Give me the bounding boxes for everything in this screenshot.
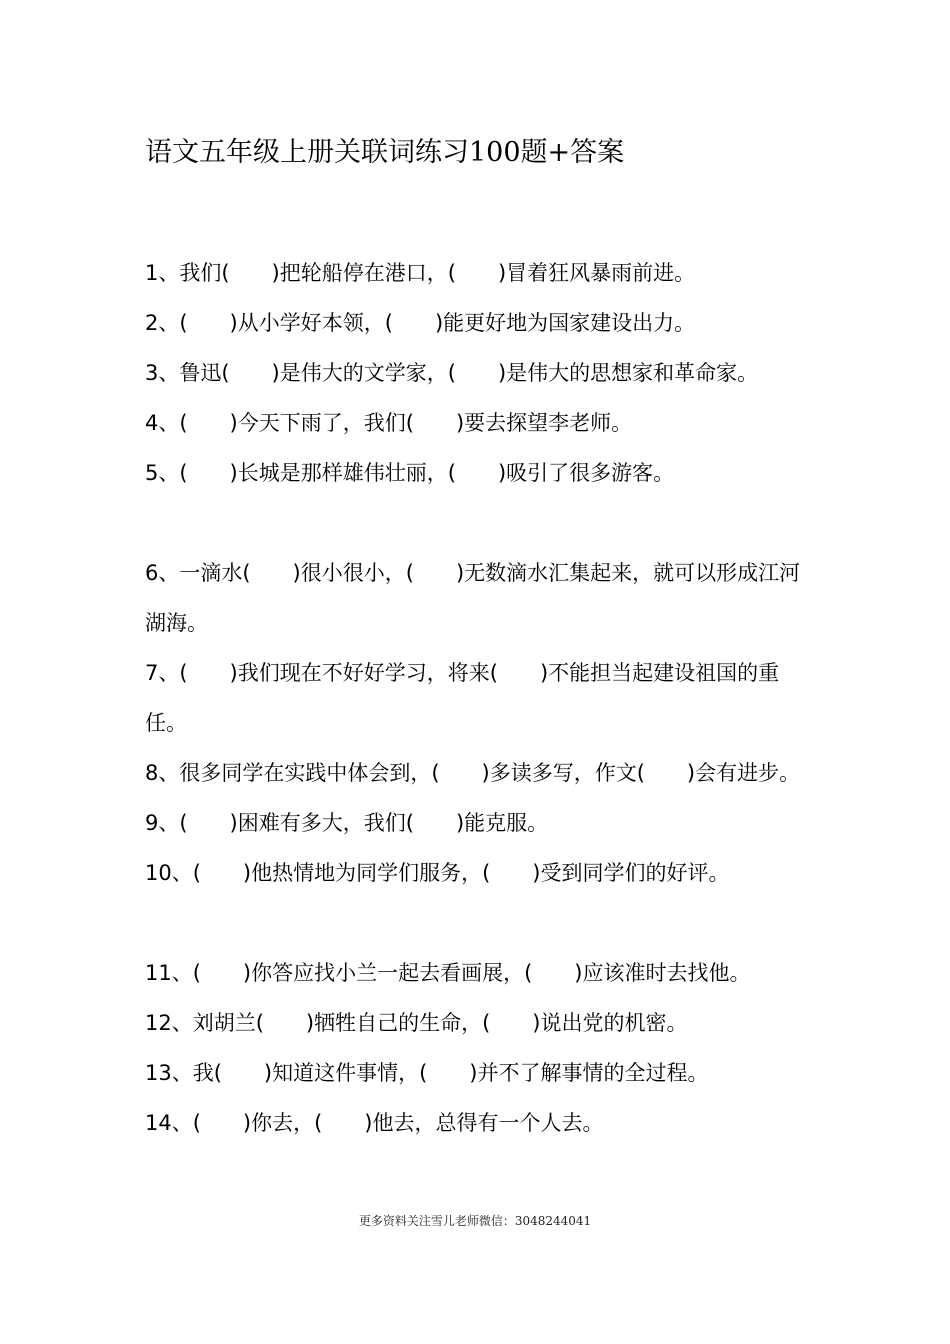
question-item: 9、( )困难有多大，我们( )能克服。 [145, 811, 549, 835]
question-item: 14、( )你去，( )他去，总得有一个人去。 [145, 1111, 604, 1135]
question-item: 10、( )他热情地为同学们服务，( )受到同学们的好评。 [145, 861, 730, 885]
question-item: 11、( )你答应找小兰一起去看画展，( )应该准时去找他。 [145, 961, 751, 985]
question-item: 6、一滴水( )很小很小，( )无数滴水汇集起来，就可以形成江河湖海。 [145, 561, 801, 635]
question-item: 4、( )今天下雨了，我们( )要去探望李老师。 [145, 411, 633, 435]
document-title: 语文五年级上册关联词练习100题+答案 [145, 137, 625, 168]
page-footer: 更多资料关注雪儿老师微信：3048244041 [358, 1214, 592, 1228]
question-item: 2、( )从小学好本领，( )能更好地为国家建设出力。 [145, 311, 696, 335]
question-list [145, 248, 810, 1148]
question-item: 12、刘胡兰( )牺牲自己的生命，( )说出党的机密。 [145, 1011, 688, 1035]
section-gap [145, 898, 810, 948]
question-item: 1、我们( )把轮船停在港口，( )冒着狂风暴雨前进。 [145, 261, 696, 285]
section-gap [145, 498, 810, 548]
question-item: 13、我( )知道这件事情，( )并不了解事情的全过程。 [145, 1061, 709, 1085]
question-item: 5、( )长城是那样雄伟壮丽，( )吸引了很多游客。 [145, 461, 675, 485]
question-item: 8、很多同学在实践中体会到，( )多读多写，作文( )会有进步。 [145, 761, 801, 785]
question-item: 7、( )我们现在不好好学习，将来( )不能担当起建设祖国的重任。 [145, 661, 780, 735]
question-item: 3、鲁迅( )是伟大的文学家，( )是伟大的思想家和革命家。 [145, 361, 759, 385]
